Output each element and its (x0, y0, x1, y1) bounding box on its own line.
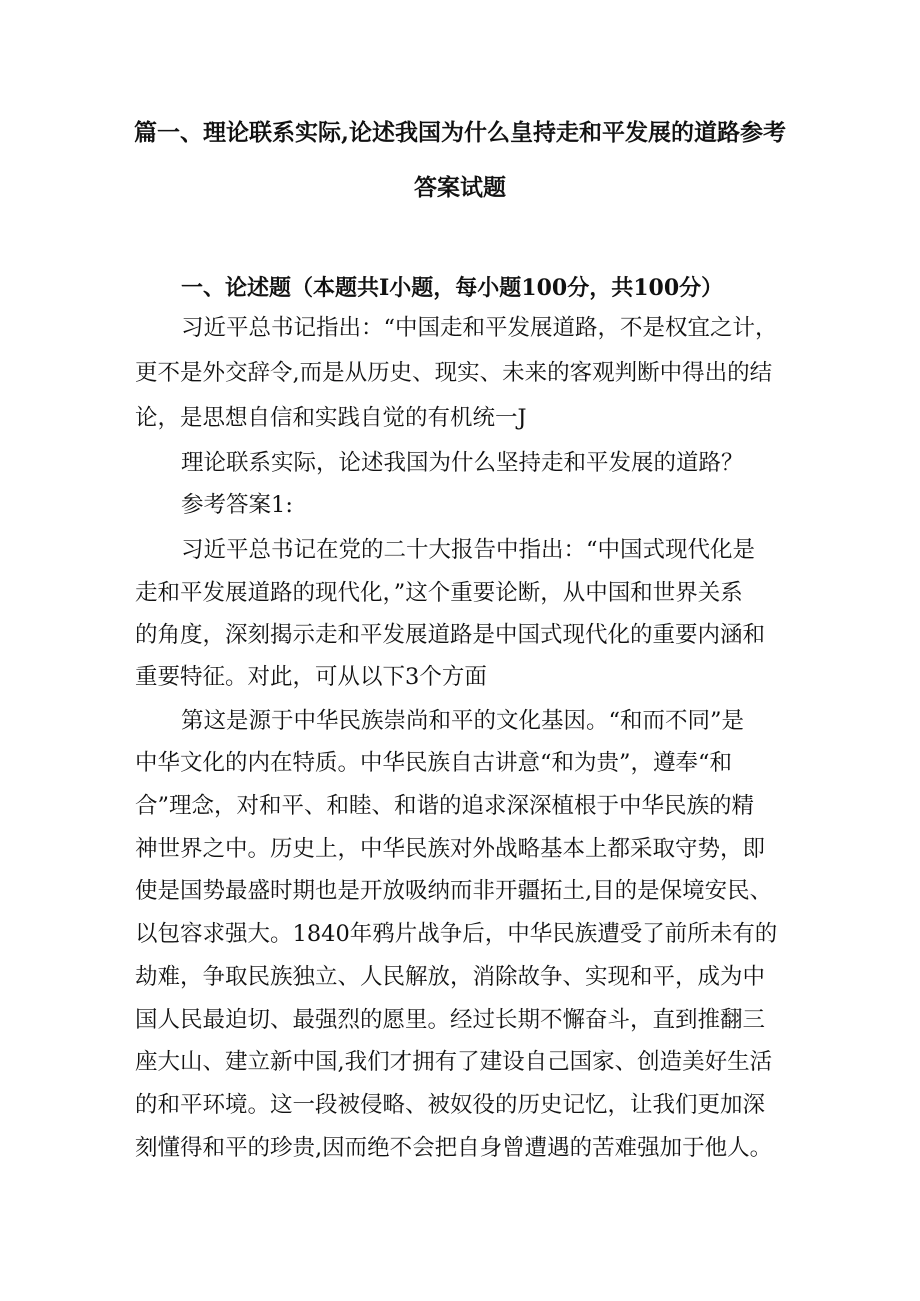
question-line: 更不是外交辞令,而是从历史、现实、未来的客观判断中得出的结 (135, 360, 773, 386)
answer-para2-line: 以包容求强大。1840年鸦片战争后，中华民族遭受了前所未有的 (135, 921, 778, 947)
answer-para1-line: 的角度，深刻揭示走和平发展道路是中国式现代化的重要内涵和 (135, 622, 766, 648)
answer-para2-line: 第这是源于中华民族崇尚和平的文化基因。“和而不同”是 (181, 708, 745, 734)
answer-para2-line: 座大山、建立新中国,我们才拥有了建设自己国家、创造美好生活 (135, 1049, 773, 1075)
document-title-line-1: 篇一、理论联系实际,论述我国为什么皇持走和平发展的道路参考 (133, 119, 786, 146)
answer-para2-line: 的和平环境。这一段被侵略、被奴役的历史记忆，让我们更加深 (135, 1092, 766, 1118)
question-line: 论，是思想自信和实践自觉的有机统一J (135, 405, 527, 431)
answer-para2-line: 刻懂得和平的珍贵,因而绝不会把自身曾遭遇的苦难强加于他人。 (135, 1135, 773, 1161)
answer-para2-line: 国人民最迫切、最强烈的愿里。经过长期不懈奋斗，直到推翻三 (135, 1007, 766, 1033)
answer-para2-line: 中华文化的内在特质。中华民族自古讲意“和为贵”，遵奉“和 (135, 750, 733, 776)
answer-para2-line: 使是国势最盛时期也是开放吸纳而非开疆拓土,目的是保境安民、 (135, 878, 773, 904)
answer-label: 参考答案1: (181, 492, 293, 518)
answer-para1-line: 习近平总书记在党的二十大报告中指出：“中国式现代化是 (181, 537, 756, 563)
answer-para1-line: 走和平发展道路的现代化，”这个重要论断，从中国和世界关系 (135, 580, 743, 606)
answer-para1-line: 重要特征。对此，可从以下3个方面 (135, 664, 487, 690)
question-prompt: 理论联系实际，论述我国为什么坚持走和平发展的道路？ (181, 450, 744, 476)
answer-para2-line: 神世界之中。历史上，中华民族对外战略基本上都采取守势，即 (135, 836, 766, 862)
answer-para2-line: 劫难，争取民族独立、人民解放，消除故争、实现和平，成为中 (135, 964, 766, 990)
question-line: 习近平总书记指出：“中国走和平发展道路，不是权宜之计， (181, 315, 778, 341)
section-heading: 一、论述题（本题共I小题，每小题100分，共100分） (181, 275, 724, 301)
answer-para2-line: 合”理念，对和平、和睦、和谐的追求深深植根于中华民族的精 (135, 793, 755, 819)
document-title-line-2: 答案试题 (414, 174, 506, 201)
